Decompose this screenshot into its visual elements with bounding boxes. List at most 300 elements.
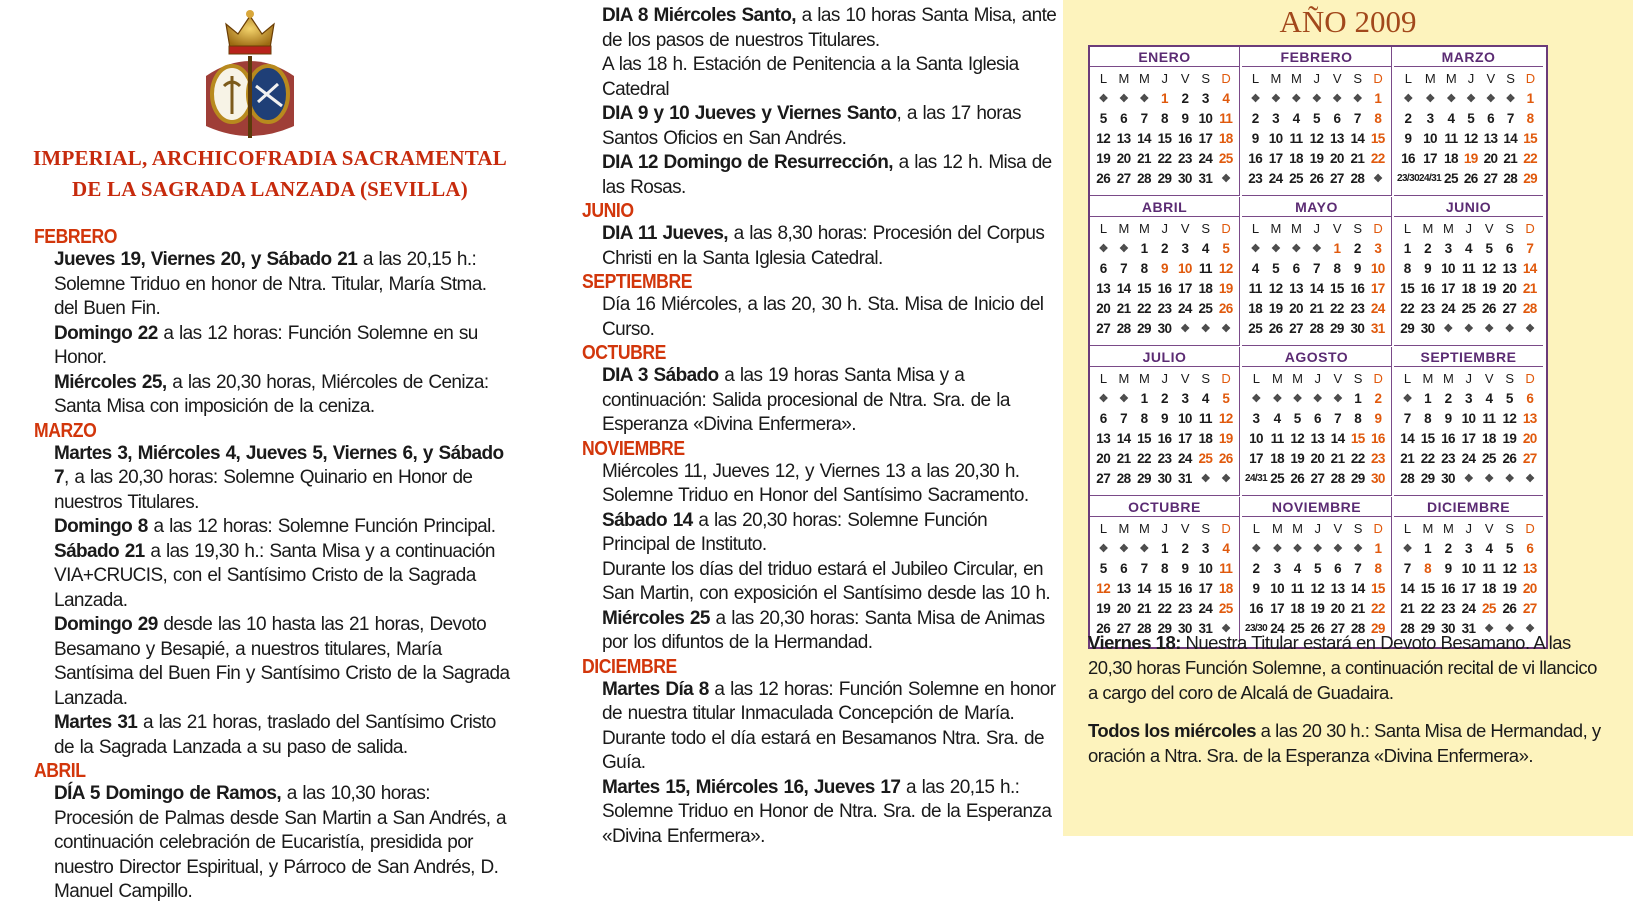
calendar-day: 17 xyxy=(1270,601,1285,616)
calendar-day: 6 xyxy=(1120,561,1128,576)
calendar-day: 23 xyxy=(1178,601,1192,616)
calendar-day: 25 xyxy=(1290,621,1305,636)
calendar-day: 27 xyxy=(1522,451,1537,466)
calendar-day: 26 xyxy=(1096,171,1111,186)
calendar-day: 14 xyxy=(1350,581,1365,596)
month-name: JUNIO xyxy=(1394,197,1543,217)
calendar-day: 14 xyxy=(1400,581,1415,596)
calendar-day: 15 xyxy=(1420,581,1435,596)
weekday-header: S xyxy=(1505,371,1514,386)
weekday-header: D xyxy=(1525,71,1535,86)
empty-day-marker: ❖ xyxy=(1484,473,1494,485)
empty-day-marker: ❖ xyxy=(1504,323,1514,335)
calendar-panel xyxy=(1063,0,1633,836)
month-calendar xyxy=(1242,347,1392,496)
calendar-day: 1 xyxy=(1140,241,1148,256)
calendar-day: 13 xyxy=(1330,131,1344,146)
empty-day-marker: ❖ xyxy=(1311,93,1322,105)
calendar-day: 7 xyxy=(1120,411,1128,426)
organization-name-line2: DE LA SAGRADA LANZADA (SEVILLA) xyxy=(72,177,468,201)
calendar-day: 24/31 xyxy=(1419,173,1442,184)
calendar-day: 1 xyxy=(1403,241,1411,256)
calendar-day: 13 xyxy=(1289,281,1303,296)
calendar-day: 25 xyxy=(1198,301,1213,316)
calendar-day: 17 xyxy=(1268,151,1283,166)
empty-day-marker: ❖ xyxy=(1139,543,1149,555)
calendar-day: 6 xyxy=(1487,111,1494,126)
calendar-day: 24 xyxy=(1268,171,1283,186)
calendar-day: 8 xyxy=(1424,561,1432,576)
calendar-day: 6 xyxy=(1333,111,1341,126)
event-description: a las 20,30 horas: Solemne Función Principal de Instituto. xyxy=(602,509,988,555)
weekday-header: J xyxy=(1161,521,1168,536)
event-date: Miércoles 25 xyxy=(602,607,710,629)
event-entry xyxy=(34,782,514,905)
event-date: Domingo 8 xyxy=(54,516,148,537)
note-paragraph xyxy=(1088,718,1608,768)
month-name: ABRIL xyxy=(1090,197,1239,217)
empty-day-marker: ❖ xyxy=(1525,323,1535,335)
event-description: a las 19,30 h.: Santa Misa y a continuación VIA+CRUCIS, con el Santísimo Cristo de la Sagrada Lanzada. xyxy=(54,540,495,611)
month-calendar xyxy=(1242,197,1392,346)
calendar-day: 2 xyxy=(1251,111,1259,126)
empty-day-marker: ❖ xyxy=(1221,173,1231,185)
calendar-day: 3 xyxy=(1272,111,1280,126)
calendar-day: 20 xyxy=(1096,301,1111,316)
calendar-day: 9 xyxy=(1181,111,1189,126)
calendar-day: 21 xyxy=(1503,151,1518,166)
event-description: Durante los días del triduo estará el Jubileo Circular, en San Martin, con exposición el Santísimo desde las 10 h. xyxy=(602,558,1051,604)
calendar-day: 4 xyxy=(1465,241,1472,256)
calendar-day: 11 xyxy=(1270,431,1284,446)
calendar-day: 26 xyxy=(1310,621,1325,636)
calendar-day: 12 xyxy=(1096,131,1111,146)
empty-day-marker: ❖ xyxy=(1221,473,1231,485)
empty-day-marker: ❖ xyxy=(1332,393,1343,405)
calendar-day: 12 xyxy=(1096,581,1111,596)
month-name: ENERO xyxy=(1090,47,1239,67)
calendar-day: 12 xyxy=(1218,261,1233,276)
weekday-header: D xyxy=(1373,221,1383,236)
calendar-day: 8 xyxy=(1374,561,1382,576)
calendar-day: 12 xyxy=(1463,131,1478,146)
empty-day-marker: ❖ xyxy=(1271,243,1281,255)
event-entry xyxy=(582,460,1057,509)
weekday-header: L xyxy=(1252,521,1260,536)
calendar-day: 22 xyxy=(1420,601,1435,616)
calendar-day: 14 xyxy=(1137,131,1151,146)
calendar-day: 5 xyxy=(1293,411,1301,426)
calendar-day: 7 xyxy=(1403,411,1411,426)
empty-day-marker: ❖ xyxy=(1119,393,1129,405)
calendar-day: 23 xyxy=(1420,301,1435,316)
empty-day-marker: ❖ xyxy=(1271,93,1281,105)
calendar-day: 24 xyxy=(1198,151,1213,166)
calendar-day: 26 xyxy=(1309,171,1324,186)
empty-day-marker: ❖ xyxy=(1485,93,1496,105)
event-description: desde las 10 hasta las 21 horas, Devoto Besamano y Besapié, a nuestros titulares, María Santísima del Buen Fin y Santísimo Cristo de la Sagrada Lanzada. xyxy=(54,614,510,709)
calendar-day: 4 xyxy=(1222,91,1230,106)
month-name: MAYO xyxy=(1242,197,1391,217)
calendar-day: 22 xyxy=(1523,151,1538,166)
calendar-day: 30 xyxy=(1157,471,1172,486)
calendar-day: 31 xyxy=(1198,621,1213,636)
calendar-day: 9 xyxy=(1444,561,1452,576)
calendar-day: 21 xyxy=(1137,601,1151,616)
calendar-day: 12 xyxy=(1310,581,1325,596)
event-description: a las 20,30 horas: Santa Misa de Animas por los difuntos de la Hermandad. xyxy=(602,607,1045,653)
weekday-header: M xyxy=(1442,521,1454,536)
weekday-header: M xyxy=(1138,221,1150,236)
calendar-day: 18 xyxy=(1461,281,1476,296)
calendar-day: 24 xyxy=(1178,451,1192,466)
calendar-day: 13 xyxy=(1330,581,1345,596)
calendar-day: 10 xyxy=(1270,581,1285,596)
weekday-header: V xyxy=(1332,221,1341,236)
event-date: Miércoles 25, xyxy=(54,371,167,393)
calendar-day: 24 xyxy=(1270,621,1285,636)
calendar-day: 11 xyxy=(1289,131,1303,146)
calendar-day: 16 xyxy=(1248,151,1263,166)
weekday-header: M xyxy=(1270,221,1281,236)
event-entry xyxy=(34,371,514,420)
calendar-day: 14 xyxy=(1522,261,1537,276)
weekday-header: M xyxy=(1270,71,1281,86)
calendar-day: 3 xyxy=(1444,241,1452,256)
weekday-header: S xyxy=(1201,221,1210,236)
calendar-day: 29 xyxy=(1523,171,1538,186)
calendar-day: 27 xyxy=(1502,301,1517,316)
calendar-day: 28 xyxy=(1350,171,1365,186)
calendar-day: 30 xyxy=(1157,321,1172,336)
calendar-day: 7 xyxy=(1403,561,1411,576)
empty-day-marker: ❖ xyxy=(1221,623,1231,635)
calendar-day: 20 xyxy=(1483,151,1498,166)
calendar-day: 15 xyxy=(1370,131,1385,146)
calendar-day: 15 xyxy=(1157,581,1172,596)
event-date: Martes 3, Miércoles 4, Jueves 5, Viernes 6, y Sábado 7 xyxy=(54,442,504,488)
calendar-day: 27 xyxy=(1483,171,1498,186)
month-name: MARZO xyxy=(1394,47,1543,67)
calendar-day: 21 xyxy=(1350,151,1365,166)
calendar-day: 3 xyxy=(1252,411,1260,426)
weekday-header: S xyxy=(1353,521,1362,536)
calendar-day: 27 xyxy=(1096,471,1111,486)
calendar-day: 15 xyxy=(1400,281,1415,296)
calendar-day: 25 xyxy=(1198,451,1213,466)
empty-day-marker: ❖ xyxy=(1373,173,1383,185)
calendar-day: 4 xyxy=(1292,111,1300,126)
calendar-day: 11 xyxy=(1482,561,1496,576)
calendar-day: 16 xyxy=(1371,431,1385,446)
empty-day-marker: ❖ xyxy=(1504,623,1514,635)
weekday-header: V xyxy=(1484,521,1493,536)
calendar-day: 5 xyxy=(1272,261,1280,276)
empty-day-marker: ❖ xyxy=(1291,243,1301,255)
event-entry xyxy=(34,248,514,322)
calendar-day: 3 xyxy=(1181,391,1189,406)
event-entry xyxy=(582,509,1057,558)
calendar-day: 11 xyxy=(1248,281,1262,296)
calendar-day: 6 xyxy=(1505,241,1513,256)
calendar-day: 1 xyxy=(1526,91,1534,106)
event-description: A las 18 h. Estación de Penitencia a la Santa Iglesia Catedral xyxy=(602,54,1019,100)
weekday-header: M xyxy=(1118,371,1129,386)
calendar-day: 22 xyxy=(1157,151,1172,166)
empty-day-marker: ❖ xyxy=(1139,93,1149,105)
weekday-header: L xyxy=(1099,521,1107,536)
calendar-day: 12 xyxy=(1482,261,1496,276)
calendar-day: 31 xyxy=(1198,171,1213,186)
weekday-header: V xyxy=(1180,371,1189,386)
calendar-day: 26 xyxy=(1218,301,1233,316)
calendar-day: 9 xyxy=(1374,411,1382,426)
calendar-day: 1 xyxy=(1161,91,1168,106)
calendar-day: 9 xyxy=(1181,561,1189,576)
calendar-day: 16 xyxy=(1178,131,1192,146)
empty-day-marker: ❖ xyxy=(1353,543,1363,555)
calendar-day: 23 xyxy=(1178,151,1192,166)
empty-day-marker: ❖ xyxy=(1484,623,1494,635)
event-entry xyxy=(582,607,1057,656)
weekday-header: L xyxy=(1251,221,1259,236)
calendar-day: 1 xyxy=(1374,91,1382,106)
calendar-day: 12 xyxy=(1502,411,1517,426)
calendar-day: 8 xyxy=(1161,111,1168,126)
weekday-header: J xyxy=(1465,521,1472,536)
weekday-header: S xyxy=(1353,71,1362,86)
calendar-day: 12 xyxy=(1502,561,1517,576)
calendar-day: 28 xyxy=(1116,471,1131,486)
event-entry xyxy=(582,151,1057,200)
calendar-day: 28 xyxy=(1137,621,1151,636)
calendar-day: 15 xyxy=(1371,581,1385,596)
calendar-day: 30 xyxy=(1350,321,1365,336)
weekday-header: J xyxy=(1313,71,1320,86)
calendar-day: 4 xyxy=(1485,541,1493,556)
calendar-day: 26 xyxy=(1482,301,1496,316)
calendar-day: 2 xyxy=(1444,391,1452,406)
calendar-day: 30 xyxy=(1178,621,1192,636)
calendar-day: 16 xyxy=(1401,151,1415,166)
event-entry xyxy=(34,322,514,371)
weekday-header: D xyxy=(1221,221,1231,236)
calendar-day: 17 xyxy=(1249,451,1263,466)
calendar-day: 19 xyxy=(1502,581,1517,596)
calendar-day: 4 xyxy=(1201,241,1209,256)
weekday-header: V xyxy=(1486,71,1495,86)
empty-day-marker: ❖ xyxy=(1098,393,1108,405)
weekday-header: M xyxy=(1422,371,1433,386)
calendar-day: 24 xyxy=(1178,301,1192,316)
calendar-day: 16 xyxy=(1249,601,1263,616)
calendar-day: 1 xyxy=(1333,241,1341,256)
event-description: Miércoles 11, Jueves 12, y Viernes 13 a las 20,30 h. Solemne Triduo en Honor del Santísimo Sacramento. xyxy=(602,460,1029,506)
calendar-day: 19 xyxy=(1218,281,1233,296)
calendar-day: 23 xyxy=(1441,601,1455,616)
calendar-day: 23 xyxy=(1157,451,1172,466)
empty-day-marker: ❖ xyxy=(1200,473,1210,485)
month-name: DICIEMBRE xyxy=(1394,497,1543,517)
month-calendar xyxy=(1394,197,1543,346)
month-heading: MARZO xyxy=(34,419,97,442)
calendar-day: 29 xyxy=(1371,621,1385,636)
calendar-day: 20 xyxy=(1116,151,1131,166)
weekday-header: J xyxy=(1465,221,1472,236)
weekday-header: M xyxy=(1292,521,1303,536)
calendar-day: 25 xyxy=(1289,171,1303,186)
weekday-header: M xyxy=(1138,521,1150,536)
empty-day-marker: ❖ xyxy=(1332,543,1343,555)
calendar-day: 28 xyxy=(1400,471,1415,486)
calendar-day: 4 xyxy=(1447,111,1455,126)
calendar-day: 2 xyxy=(1424,241,1432,256)
month-calendar xyxy=(1242,47,1392,196)
calendar-day: 14 xyxy=(1137,581,1151,596)
weekday-header: M xyxy=(1422,221,1433,236)
calendar-day: 7 xyxy=(1120,261,1128,276)
calendar-day: 26 xyxy=(1463,171,1478,186)
calendar-day: 28 xyxy=(1116,321,1131,336)
empty-day-marker: ❖ xyxy=(1098,243,1108,255)
calendar-day: 14 xyxy=(1330,431,1345,446)
empty-day-marker: ❖ xyxy=(1200,323,1210,335)
calendar-day: 10 xyxy=(1461,411,1476,426)
calendar-day: 6 xyxy=(1526,541,1534,556)
weekday-header: L xyxy=(1403,221,1411,236)
calendar-day: 21 xyxy=(1400,601,1415,616)
empty-day-marker: ❖ xyxy=(1119,243,1129,255)
calendar-day: 13 xyxy=(1096,281,1111,296)
calendar-day: 20 xyxy=(1522,431,1537,446)
calendar-day: 20 xyxy=(1502,281,1517,296)
calendar-day: 18 xyxy=(1198,281,1213,296)
weekday-header: M xyxy=(1118,521,1129,536)
calendar-day: 6 xyxy=(1099,411,1107,426)
calendar-day: 3 xyxy=(1201,541,1209,556)
calendar-day: 4 xyxy=(1485,391,1493,406)
weekday-header: D xyxy=(1373,521,1383,536)
weekday-header: L xyxy=(1099,371,1107,386)
calendar-day: 22 xyxy=(1330,301,1344,316)
event-description: a las 12 horas: Función Solemne en honor de nuestra titular Inmaculada Concepción de María. xyxy=(602,678,1056,724)
calendar-day: 15 xyxy=(1330,281,1344,296)
calendar-day: 28 xyxy=(1330,471,1345,486)
calendar-day: 15 xyxy=(1157,131,1172,146)
calendar-day: 27 xyxy=(1116,621,1131,636)
calendar-day: 27 xyxy=(1330,621,1345,636)
weekday-header: M xyxy=(1290,71,1302,86)
calendar-day: 3 xyxy=(1465,541,1472,556)
empty-day-marker: ❖ xyxy=(1446,93,1456,105)
month-name: OCTUBRE xyxy=(1090,497,1239,517)
calendar-day: 19 xyxy=(1463,151,1478,166)
calendar-day: 25 xyxy=(1218,151,1233,166)
calendar-day: 8 xyxy=(1140,261,1148,276)
empty-day-marker: ❖ xyxy=(1251,543,1261,555)
event-entry xyxy=(582,776,1057,850)
calendar-day: 24 xyxy=(1370,301,1385,316)
calendar-day: 17 xyxy=(1461,431,1476,446)
calendar-day: 16 xyxy=(1441,431,1455,446)
event-entry xyxy=(582,364,1057,438)
calendar-day: 8 xyxy=(1526,111,1534,126)
calendar-day: 1 xyxy=(1140,391,1148,406)
calendar-day: 6 xyxy=(1120,111,1128,126)
calendar-day: 10 xyxy=(1441,261,1455,276)
calendar-day: 30 xyxy=(1420,321,1435,336)
calendar-day: 8 xyxy=(1403,261,1411,276)
calendar-day: 13 xyxy=(1502,261,1517,276)
calendar-day: 23 xyxy=(1248,171,1263,186)
empty-day-marker: ❖ xyxy=(1292,393,1302,405)
month-calendar xyxy=(1090,347,1240,496)
weekday-header: V xyxy=(1333,371,1342,386)
calendar-day: 15 xyxy=(1137,431,1151,446)
event-description: , a las 17 horas Santos Oficios en San Andrés. xyxy=(602,103,1021,149)
calendar-day: 15 xyxy=(1137,281,1151,296)
calendar-day: 29 xyxy=(1400,321,1415,336)
calendar-day: 7 xyxy=(1353,111,1361,126)
calendar-day: 22 xyxy=(1370,151,1385,166)
empty-day-marker: ❖ xyxy=(1505,93,1515,105)
calendar-day: 18 xyxy=(1482,581,1496,596)
calendar-day: 8 xyxy=(1161,561,1168,576)
calendar-day: 18 xyxy=(1218,581,1233,596)
calendar-day: 13 xyxy=(1310,431,1325,446)
event-date: Sábado 14 xyxy=(602,509,693,531)
weekday-header: V xyxy=(1180,71,1189,86)
calendar-day: 21 xyxy=(1330,451,1345,466)
empty-day-marker: ❖ xyxy=(1291,93,1301,105)
empty-day-marker: ❖ xyxy=(1119,543,1129,555)
weekday-header: D xyxy=(1525,221,1535,236)
weekday-header: S xyxy=(1353,221,1362,236)
calendar-day: 26 xyxy=(1096,621,1111,636)
calendar-day: 6 xyxy=(1313,411,1321,426)
calendar-day: 14 xyxy=(1503,131,1518,146)
calendar-day: 4 xyxy=(1293,561,1301,576)
weekday-header: M xyxy=(1118,221,1129,236)
event-date: DIA 11 Jueves, xyxy=(602,223,728,244)
weekday-header: M xyxy=(1138,71,1150,86)
calendar-day: 1 xyxy=(1374,541,1382,556)
event-date: Domingo 22 xyxy=(54,322,158,344)
calendar-day: 12 xyxy=(1290,431,1305,446)
event-date: Martes 15, Miércoles 16, Jueves 17 xyxy=(602,776,901,798)
calendar-day: 18 xyxy=(1482,431,1496,446)
calendar-day: 21 xyxy=(1116,451,1131,466)
empty-day-marker: ❖ xyxy=(1352,93,1362,105)
calendar-day: 5 xyxy=(1099,111,1107,126)
calendar-day: 13 xyxy=(1483,131,1498,146)
calendar-day: 2 xyxy=(1161,241,1168,256)
calendar-day: 18 xyxy=(1289,151,1303,166)
calendar-day: 29 xyxy=(1137,471,1151,486)
empty-day-marker: ❖ xyxy=(1425,93,1435,105)
calendar-day: 6 xyxy=(1099,261,1107,276)
calendar-day: 2 xyxy=(1404,111,1412,126)
calendar-day: 2 xyxy=(1252,561,1260,576)
calendar-day: 14 xyxy=(1400,431,1415,446)
calendar-day: 5 xyxy=(1222,391,1230,406)
calendar-day: 21 xyxy=(1522,281,1537,296)
calendar-day: 16 xyxy=(1157,431,1172,446)
empty-day-marker: ❖ xyxy=(1311,243,1322,255)
calendar-day: 30 xyxy=(1441,471,1455,486)
calendar-day: 5 xyxy=(1505,541,1513,556)
event-entry xyxy=(582,293,1057,342)
